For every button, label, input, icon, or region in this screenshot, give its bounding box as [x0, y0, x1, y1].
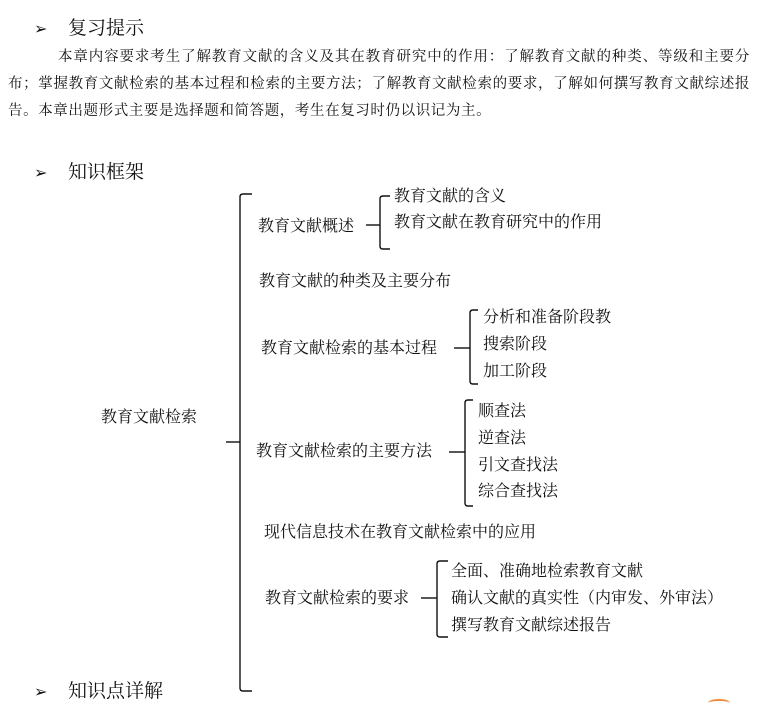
- tree-node-requirements: 教育文献检索的要求: [265, 588, 410, 607]
- process-bracket: [470, 310, 478, 384]
- tree-leaf: 搜索阶段: [483, 334, 548, 353]
- tree-leaf: 逆查法: [478, 428, 527, 447]
- tree-node-types: 教育文献的种类及主要分布: [259, 271, 452, 290]
- root-bracket: [240, 194, 252, 691]
- section-title: 知识点详解: [68, 680, 164, 702]
- section-title: 知识框架: [68, 161, 145, 183]
- tree-leaf: 分析和准备阶段教: [483, 307, 612, 326]
- section-title: 复习提示: [68, 17, 145, 39]
- tree-node-process: 教育文献检索的基本过程: [261, 338, 438, 357]
- tree-leaf: 综合查找法: [478, 481, 559, 500]
- arrow-bullet-icon: ➢: [34, 19, 48, 38]
- tree-leaf: 加工阶段: [483, 361, 548, 380]
- tree-node-methods: 教育文献检索的主要方法: [256, 441, 433, 460]
- overview-bracket: [380, 196, 390, 249]
- review-paragraph: 本章内容要求考生了解教育文献的含义及其在教育研究中的作用：了解教育文献的种类、等级和主要分布；掌握教育文献检索的基本过程和检索的主要方法；了解教育文献检索的要求，了解如何撰写教育文献综述报告。本章出题形式主要是选择题和简答题，考生在复习时仍以识记为主。: [8, 49, 750, 119]
- arrow-bullet-icon: ➢: [34, 682, 48, 701]
- tree-leaf: 教育文献的含义: [394, 186, 507, 205]
- tree-leaf: 引文查找法: [478, 455, 559, 474]
- tree-leaf: 撰写教育文献综述报告: [451, 615, 612, 634]
- methods-bracket: [465, 400, 473, 506]
- decorative-stroke: [708, 699, 730, 707]
- tree-node-overview: 教育文献概述: [258, 216, 355, 235]
- tree-node-modern: 现代信息技术在教育文献检索中的应用: [264, 522, 537, 541]
- tree-leaf: 确认文献的真实性（内审发、外审法）: [451, 588, 724, 607]
- requirements-bracket: [437, 561, 448, 637]
- tree-leaf: 顺查法: [478, 401, 527, 420]
- tree-leaf: 教育文献在教育研究中的作用: [394, 212, 603, 231]
- tree-leaf: 全面、准确地检索教育文献: [451, 561, 644, 580]
- tree-root: 教育文献检索: [101, 407, 198, 426]
- arrow-bullet-icon: ➢: [34, 163, 48, 182]
